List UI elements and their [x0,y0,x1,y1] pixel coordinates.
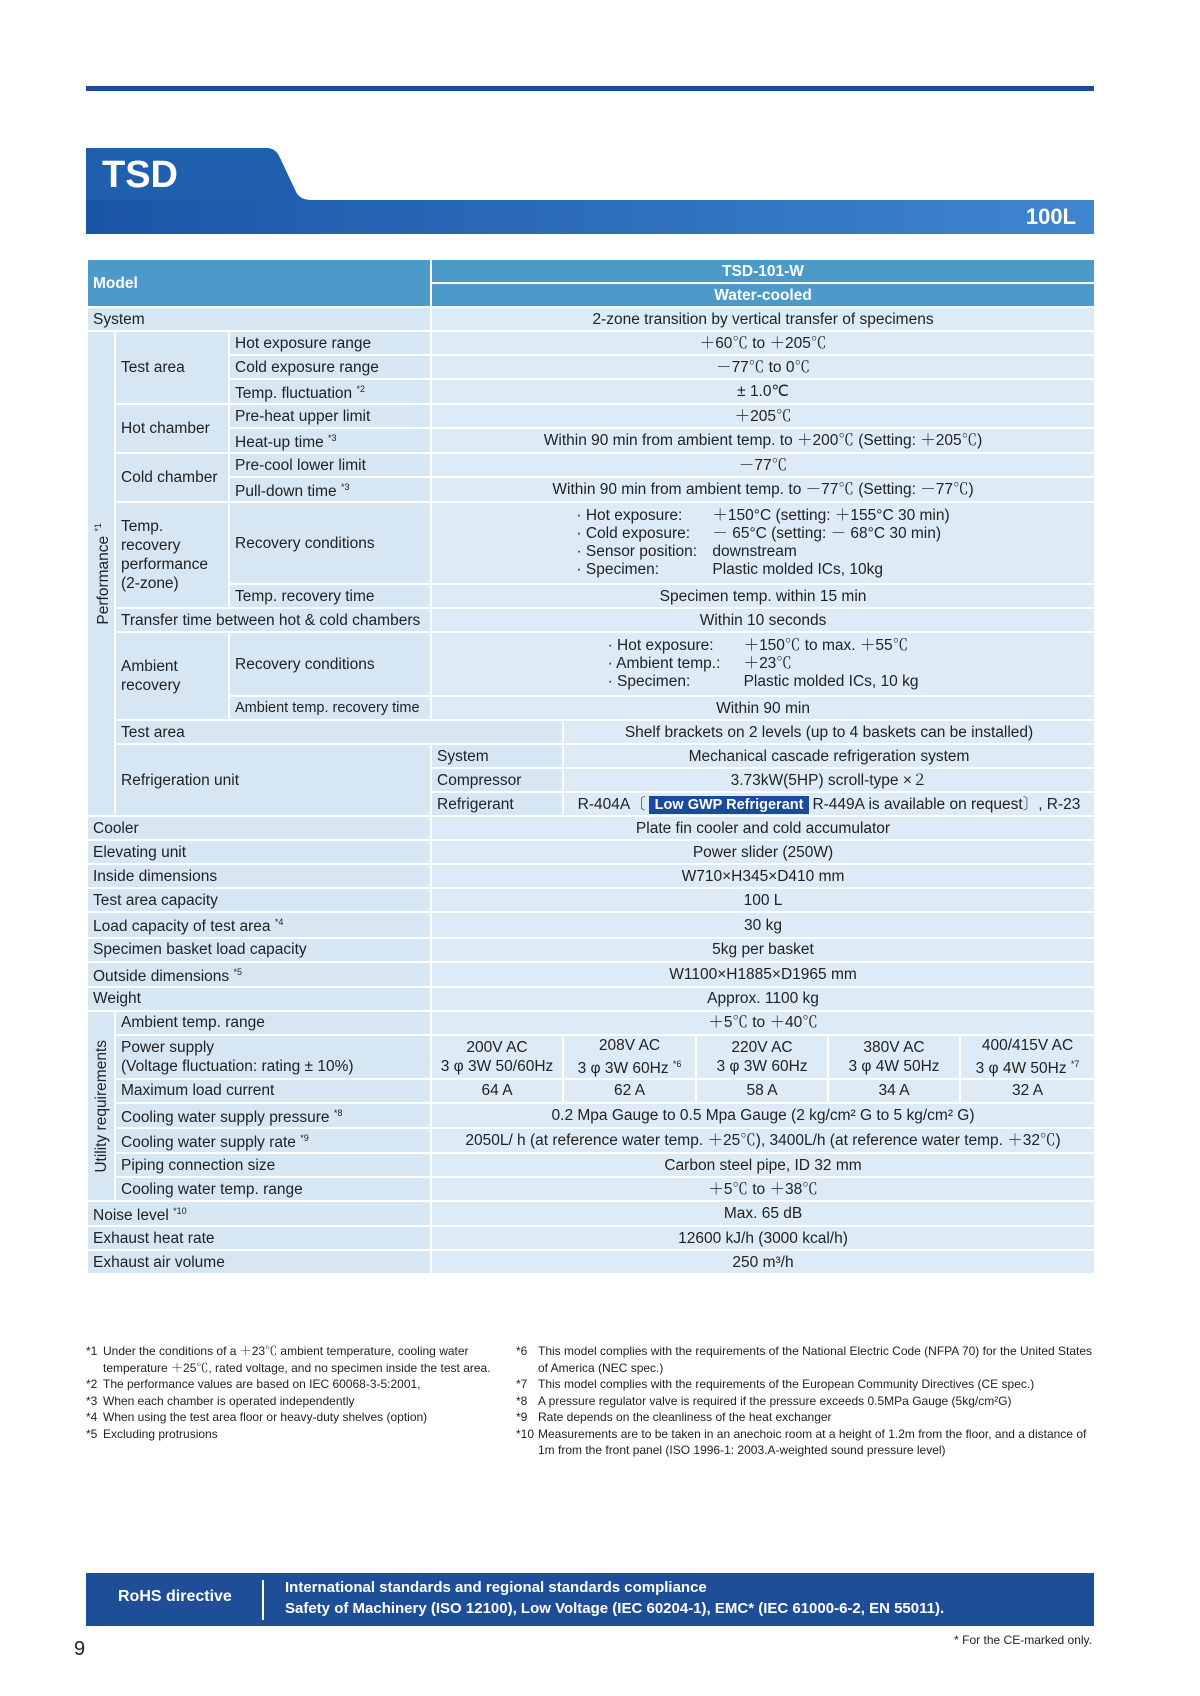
recovery-cond-label: Recovery conditions [229,502,431,584]
refrig-label: Refrigeration unit [115,744,431,816]
footnote-mark: *10 [516,1426,535,1441]
ac-key: · Specimen: [607,673,691,691]
power-note: *6 [672,1058,682,1069]
temp-recovery-label: Temp. recovery performance (2-zone) [115,502,229,608]
recovery-conditions [431,502,1095,584]
spec-table [86,258,1096,1275]
preheat-label: Pre-heat upper limit [229,404,431,428]
rc-val: － 65°C (setting: － 68°C 30 min) [712,525,942,543]
exhaust-heat-label: Exhaust heat rate [87,1226,431,1250]
hot-exposure-label: Hot exposure range [229,331,431,355]
hot-exposure-value: ＋60℃ to ＋205℃ [431,331,1095,355]
compliance-line-1: International standards and regional standards compliance [285,1579,707,1596]
rc-val: downstream [712,543,797,561]
load-label: Load capacity of test area [93,918,271,936]
cw-pressure-note: *8 [333,1107,343,1118]
footnotes-left [86,1343,496,1442]
rc-key: · Cold exposure: [576,525,691,543]
compressor-value: 3.73kW(5HP) scroll-type ×２ [563,768,1095,792]
pulldown-label: Pull-down time [235,483,337,501]
power-cell [828,1035,960,1079]
transfer-value: Within 10 seconds [431,608,1095,632]
elevating-value: Power slider (250W) [431,840,1095,864]
cooler-label: Cooler [87,816,431,840]
rohs-label: RoHS directive [118,1588,232,1605]
refrig-system-label: System [431,744,563,768]
performance-group [87,331,115,816]
footnote-mark: *7 [516,1377,528,1391]
footnote-text: The performance values are based on IEC 60068-3-5:2001, [103,1377,421,1391]
cold-chamber-label: Cold chamber [115,453,229,502]
model-header: Model [87,259,431,307]
maxload-cell: 34 A [828,1079,960,1103]
transfer-label: Transfer time between hot & cold chambers [115,608,431,632]
outside-label: Outside dimensions [93,967,230,985]
low-gwp-badge: Low GWP Refrigerant [649,796,810,814]
footer-divider [262,1580,264,1620]
footnote-mark: *8 [516,1393,528,1408]
cw-rate-note: *9 [300,1133,309,1144]
outside-value: W1100×H1885×D1965 mm [431,962,1095,987]
maxload-cell: 58 A [696,1079,828,1103]
ambient-cond-label: Recovery conditions [229,632,431,696]
power-label [115,1035,431,1079]
ac-val: Plastic molded ICs, 10 kg [743,673,919,691]
footnote [86,1409,496,1426]
compressor-label: Compressor [431,768,563,792]
footnote-mark: *4 [86,1410,98,1424]
power-phase: 3 φ 3W 60Hz [716,1057,808,1075]
rc-key: · Hot exposure: [576,507,683,525]
performance-note: *1 [92,522,103,532]
inside-value: W710×H345×D410 mm [431,864,1095,888]
footnote-mark: *9 [516,1410,528,1424]
maxload-cell: 64 A [431,1079,563,1103]
preheat-value: ＋205℃ [431,404,1095,428]
power-note: *7 [1070,1058,1080,1069]
precool-label: Pre-cool lower limit [229,453,431,477]
cold-exposure-label: Cold exposure range [229,355,431,379]
cw-rate-label: Cooling water supply rate [121,1134,296,1152]
top-rule [86,86,1094,91]
rc-key: · Specimen: [576,561,660,579]
page-number: 9 [74,1638,86,1660]
power-phase: 3 φ 4W 50Hz [848,1057,940,1075]
power-voltage: 220V AC [731,1038,793,1056]
cw-temp-value: ＋5℃ to ＋38℃ [431,1177,1095,1201]
footnote-mark: *3 [86,1393,98,1408]
heatup-value: Within 90 min from ambient temp. to ＋200℃ (Setting: ＋205℃) [431,428,1095,453]
power-phase: 3 φ 3W 60Hz [577,1059,669,1077]
compliance-line-2: Safety of Machinery (ISO 12100), Low Voltage (IEC 60204-1), EMC* (IEC 61000-6-2, EN 55011). [285,1600,945,1617]
model-name: TSD-101-W [431,259,1095,283]
power-phase: 3 φ 4W 50Hz [975,1059,1067,1077]
hot-chamber-label: Hot chamber [115,404,229,453]
footnote-text: Rate depends on the cleanliness of the heat exchanger [538,1410,832,1424]
utility-group [87,1011,115,1201]
system-value: 2-zone transition by vertical transfer of specimens [431,307,1095,331]
footnote-mark: *5 [86,1426,98,1441]
refrigerant-value [563,792,1095,816]
model-series-title: TSD [102,154,178,196]
refrig-system-value: Mechanical cascade refrigeration system [563,744,1095,768]
ambient-conditions [431,632,1095,696]
refrigerant-label: Refrigerant [431,792,563,816]
exhaust-heat-value: 12600 kJ/h (3000 kcal/h) [431,1226,1095,1250]
inside-label: Inside dimensions [87,864,431,888]
ac-key: · Hot exposure: [607,637,714,655]
capacity-value: 100 L [431,888,1095,912]
power-voltage: 400/415V AC [981,1036,1074,1054]
precool-value: －77℃ [431,453,1095,477]
footnotes-right [516,1343,1096,1459]
ambient-recovery-label: Ambient recovery [115,632,229,720]
footnote [86,1426,496,1443]
footnote-mark: *6 [516,1344,528,1358]
basket-label: Specimen basket load capacity [87,938,431,962]
maxload-cell: 32 A [960,1079,1095,1103]
temp-fluct-note: *2 [356,384,366,394]
rc-val: ＋150°C (setting: ＋155°C 30 min) [712,507,950,525]
elevating-label: Elevating unit [87,840,431,864]
temp-recovery-time-label: Temp. recovery time [229,584,431,608]
footnote-text: When using the test area floor or heavy-duty shelves (option) [103,1410,428,1424]
cooling-type: Water-cooled [431,283,1095,307]
load-value: 30 kg [431,912,1095,937]
footnote [86,1393,496,1410]
footnote [516,1343,1096,1376]
test-area-label: Test area [115,331,229,404]
ce-note: * For the CE-marked only. [954,1633,1092,1647]
power-voltage: 208V AC [598,1036,661,1054]
exhaust-air-label: Exhaust air volume [87,1250,431,1274]
rc-val: Plastic molded ICs, 10kg [712,561,883,579]
test-area2-label: Test area [115,720,563,744]
footnote-text: Measurements are to be taken in an anechoic room at a height of 1.2m from the floor, and a distance of 1m from the front panel (ISO 1996-1: 2003.A-weighted sound pressure level) [538,1426,1087,1457]
pulldown-note: *3 [340,482,350,493]
footnote [516,1393,1096,1410]
ac-val: ＋23℃ [743,655,792,673]
refrigerant-b: R-449A is available on request〕, R-23 [812,795,1081,813]
power-cell [960,1035,1095,1079]
footnote-mark: *2 [86,1377,98,1391]
footnote-mark: *1 [86,1344,98,1358]
maxload-cell: 62 A [563,1079,696,1103]
performance-label: Performance [95,535,113,625]
cold-exposure-value: －77℃ to 0℃ [431,355,1095,379]
power-cell [563,1035,696,1079]
footnote [86,1376,496,1393]
basket-value: 5kg per basket [431,938,1095,962]
power-phase: 3 φ 3W 50/60Hz [440,1057,554,1075]
cw-pressure-label: Cooling water supply pressure [121,1109,330,1127]
outside-note: *5 [233,966,242,977]
exhaust-air-value: 250 m³/h [431,1250,1095,1274]
piping-label: Piping connection size [115,1153,431,1177]
ambient-time-value: Within 90 min [431,696,1095,720]
weight-label: Weight [87,987,431,1011]
system-label: System [87,307,431,331]
cw-rate-value: 2050L/ h (at reference water temp. ＋25℃), 3400L/h (at reference water temp. ＋32℃) [431,1128,1095,1153]
ac-val: ＋150℃ to max. ＋55℃ [743,637,909,655]
heatup-note: *3 [328,433,337,444]
footnote-text: Excluding protrusions [103,1426,218,1441]
temp-fluct-value: ± 1.0℃ [431,379,1095,404]
footnote [516,1426,1096,1459]
footnote [86,1343,496,1376]
footnote-text: When each chamber is operated independently [103,1393,355,1408]
cooler-value: Plate fin cooler and cold accumulator [431,816,1095,840]
power-voltage: 200V AC [466,1038,528,1056]
footnote-text: Under the conditions of a ＋23℃ ambient temperature, cooling water temperature ＋25℃, rated voltage, and no specimen inside the test area. [103,1344,491,1375]
cw-temp-label: Cooling water temp. range [115,1177,431,1201]
noise-note: *10 [173,1206,187,1217]
banner-shape [86,148,1094,234]
noise-label: Noise level [93,1207,169,1225]
noise-value: Max. 65 dB [431,1201,1095,1226]
ac-key: · Ambient temp.: [607,655,721,673]
footnote [516,1409,1096,1426]
power-cell [431,1035,563,1079]
piping-value: Carbon steel pipe, ID 32 mm [431,1153,1095,1177]
pulldown-value: Within 90 min from ambient temp. to －77℃ (Setting: －77℃) [431,477,1095,502]
capacity-label: 100L [1025,204,1076,229]
temp-fluct-label: Temp. fluctuation [235,385,353,403]
ambient-time-label: Ambient temp. recovery time [229,696,431,720]
power-cell [696,1035,828,1079]
test-area2-value: Shelf brackets on 2 levels (up to 4 baskets can be installed) [563,720,1095,744]
cw-pressure-value: 0.2 Mpa Gauge to 0.5 Mpa Gauge (2 kg/cm² G to 5 kg/cm² G) [431,1103,1095,1128]
footnote-text: A pressure regulator valve is required if the pressure exceeds 0.5MPa Gauge (5kg/cm²G) [538,1393,1012,1408]
power-label-1: Power supply [121,1038,215,1056]
load-note: *4 [274,917,284,928]
footnote-text: This model complies with the requirements of the National Electric Code (NFPA 70) for the United States of America (NEC spec.) [538,1344,1093,1375]
utility-label: Utility requirements [92,1039,110,1173]
refrigerant-a: R-404A〔 [577,795,646,813]
footnote-text: This model complies with the requirements of the European Community Directives (CE spec.) [538,1377,1035,1391]
ambient-range-label: Ambient temp. range [115,1011,431,1035]
power-voltage: 380V AC [863,1038,925,1056]
rc-key: · Sensor position: [576,543,698,561]
ambient-range-value: ＋5℃ to ＋40℃ [431,1011,1095,1035]
compliance-footer [86,1573,1094,1626]
footnote [516,1376,1096,1393]
temp-recovery-time-value: Specimen temp. within 15 min [431,584,1095,608]
title-banner [86,148,1094,234]
power-label-2: (Voltage fluctuation: rating ± 10%) [121,1057,354,1075]
weight-value: Approx. 1100 kg [431,987,1095,1011]
heatup-label: Heat-up time [235,434,324,452]
maxload-label: Maximum load current [115,1079,431,1103]
capacity-row-label: Test area capacity [87,888,431,912]
